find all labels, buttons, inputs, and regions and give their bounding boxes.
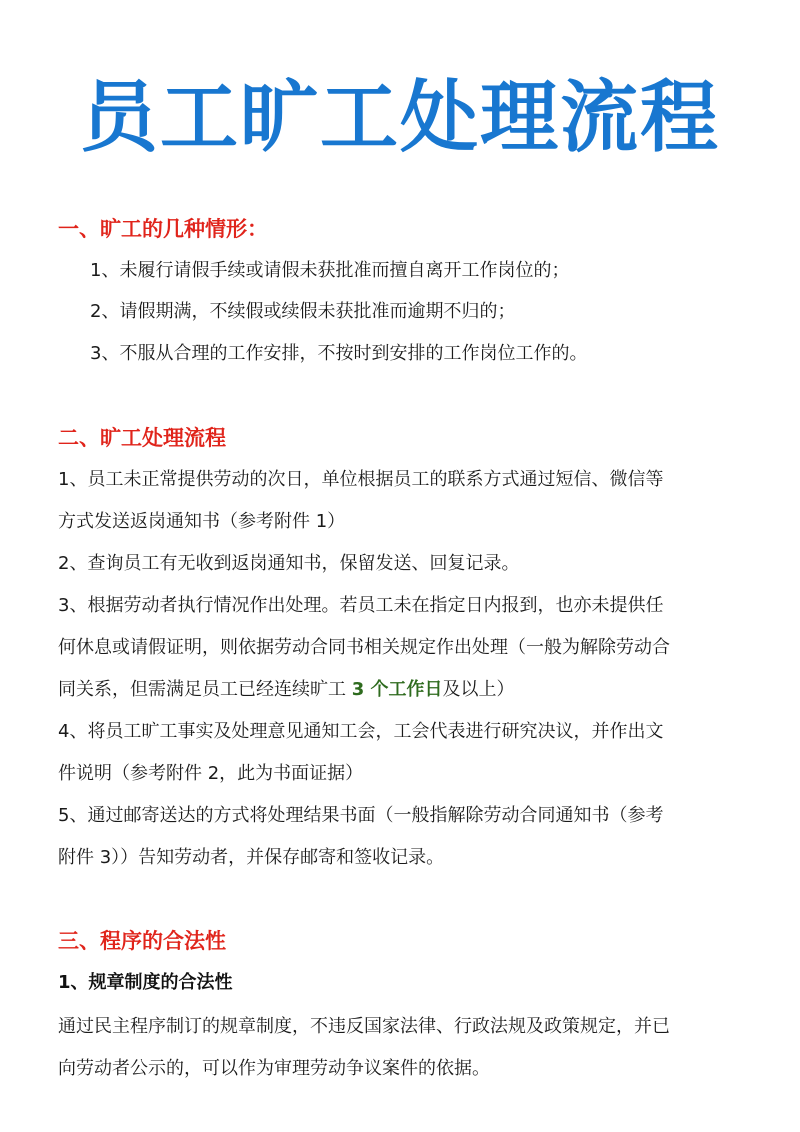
section-2-line: 5、通过邮寄送达的方式将处理结果书面（一般指解除劳动合同通知书（参考 bbox=[58, 805, 664, 826]
section-2-line: 方式发送返岗通知书（参考附件 1） bbox=[58, 511, 346, 532]
section-2-line: 1、员工未正常提供劳动的次日，单位根据员工的联系方式通过短信、微信等 bbox=[58, 469, 664, 490]
section-3-heading: 三、程序的合法性 bbox=[58, 929, 226, 953]
section-3-subheading: 1、规章制度的合法性 bbox=[58, 972, 233, 993]
section-1-item: 1、未履行请假手续或请假未获批准而擅自离开工作岗位的； bbox=[90, 260, 570, 281]
section-2-line: 附件 3））告知劳动者，并保存邮寄和签收记录。 bbox=[58, 847, 445, 868]
section-2-line: 2、查询员工有无收到返岗通知书，保留发送、回复记录。 bbox=[58, 553, 520, 574]
section-2-line: 3、根据劳动者执行情况作出处理。若员工未在指定日内报到，也亦未提供任 bbox=[58, 595, 664, 616]
section-1-item: 3、不服从合理的工作安排，不按时到安排的工作岗位工作的。 bbox=[90, 343, 588, 364]
section-3-line: 通过民主程序制订的规章制度，不违反国家法律、行政法规及政策规定，并已 bbox=[58, 1016, 670, 1037]
section-1-heading: 一、旷工的几种情形： bbox=[58, 217, 268, 241]
highlight-workdays: 3 个工作日 bbox=[351, 679, 443, 700]
page-title: 员工旷工处理流程 bbox=[79, 73, 720, 163]
section-2-line: 4、将员工旷工事实及处理意见通知工会，工会代表进行研究决议，并作出文 bbox=[58, 721, 664, 742]
section-2-line-text: 及以上） bbox=[442, 679, 515, 700]
section-2-line-text: 同关系，但需满足员工已经连续旷工 bbox=[58, 679, 352, 700]
section-1-item: 2、请假期满，不续假或续假未获批准而逾期不归的； bbox=[90, 301, 516, 322]
section-2-line-with-highlight bbox=[58, 675, 515, 705]
section-2-line: 件说明（参考附件 2，此为书面证据） bbox=[58, 763, 364, 784]
section-2-heading: 二、旷工处理流程 bbox=[58, 426, 226, 450]
section-3-line: 向劳动者公示的，可以作为审理劳动争议案件的依据。 bbox=[58, 1058, 490, 1079]
section-2-line: 何休息或请假证明，则依据劳动合同书相关规定作出处理（一般为解除劳动合 bbox=[58, 637, 670, 658]
